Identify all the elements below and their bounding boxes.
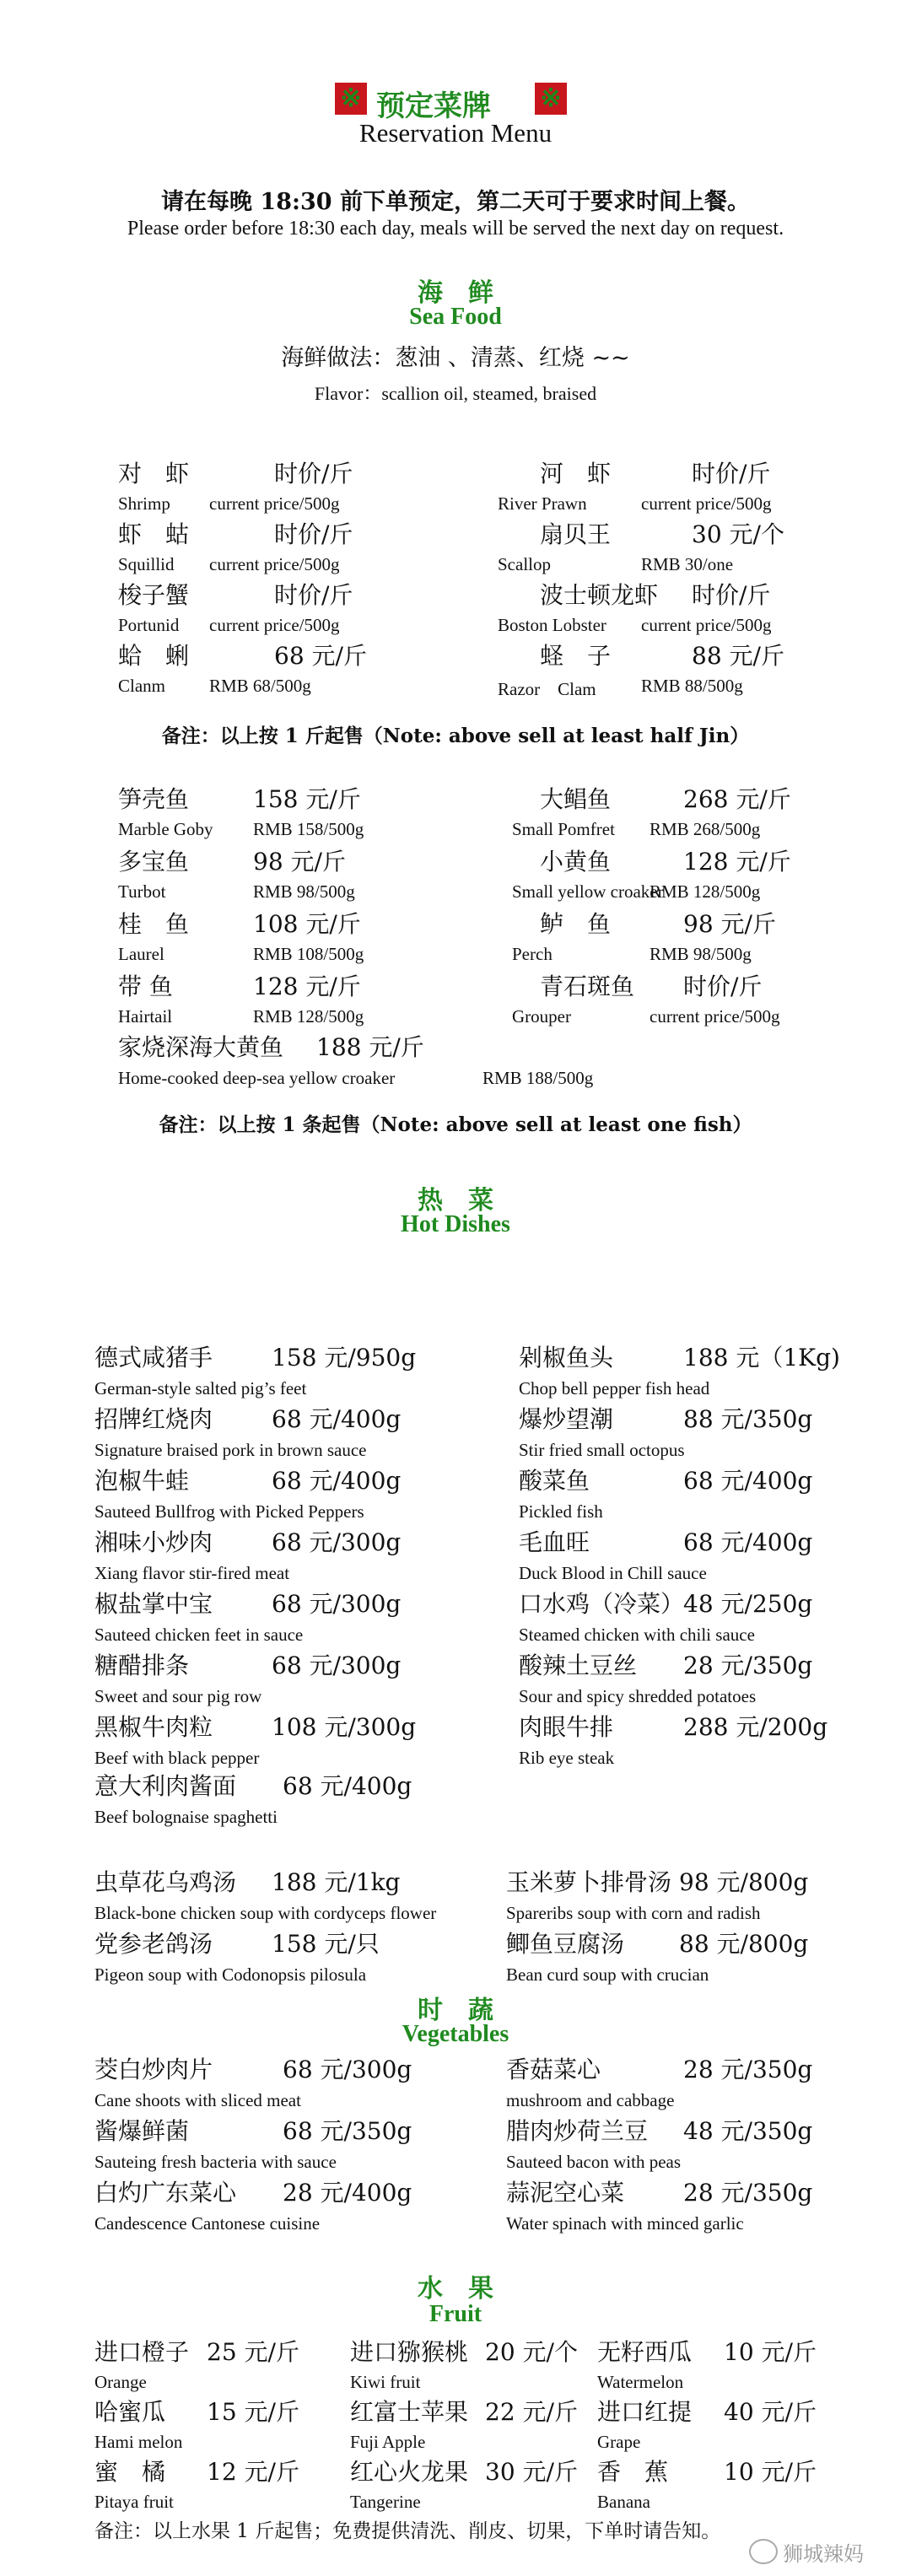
fruit-name-en: Banana <box>597 2492 650 2512</box>
item-name-right: 鲈 鱼 <box>540 910 612 938</box>
dish-price-left: 188 元/1kg <box>272 1868 401 1896</box>
item-name-left: 梭子蟹 <box>118 581 190 609</box>
item-name-left: 虾 蛄 <box>118 520 190 548</box>
section-title-veg-zh: 时 蔬 <box>418 1996 493 2025</box>
item-price-en-left: current price/500g <box>209 493 340 514</box>
section-title-hot-zh: 热 菜 <box>418 1186 493 1215</box>
item-name-en-right: Small Pomfret <box>512 819 615 839</box>
item-price-en-left: current price/500g <box>209 554 340 574</box>
item-price-en-right: RMB 268/500g <box>650 819 761 839</box>
fruit-name-en: Hami melon <box>94 2432 183 2452</box>
dish-name-en-right: Pickled fish <box>519 1501 603 1522</box>
dish-name-left: 糖醋排条 <box>94 1652 190 1679</box>
fruit-price: 10 元/斤 <box>724 2458 817 2486</box>
dish-price-right: 28 元/350g <box>683 2056 813 2083</box>
dish-price-right: 88 元/800g <box>679 1930 809 1958</box>
item-price-en-right: RMB 30/one <box>641 554 734 574</box>
dish-name-left: 党参老鸽汤 <box>94 1930 213 1958</box>
dish-name-left: 德式咸猪手 <box>94 1344 213 1372</box>
fruit-name: 哈蜜瓜 <box>94 2398 166 2426</box>
item-price-en-right: current price/500g <box>641 493 772 514</box>
item-name-left: 笋壳鱼 <box>118 785 190 813</box>
item-price-en-left: RMB 98/500g <box>253 881 355 902</box>
dish-price-right: 48 元/350g <box>683 2117 813 2145</box>
seafood-note: 备注：以上按 1 斤起售（Note: above sell at least half Jin） <box>161 725 750 747</box>
dish-name-right: 毛血旺 <box>519 1528 590 1556</box>
section-title-seafood-zh: 海 鲜 <box>418 278 493 308</box>
item-price-right: 时价/斤 <box>692 460 771 488</box>
fruit-name-en: Grape <box>597 2432 641 2452</box>
item-price-en-left: current price/500g <box>209 615 340 635</box>
dish-name-left: 白灼广东菜心 <box>94 2179 237 2207</box>
dish-price-left: 108 元/300g <box>272 1713 417 1741</box>
dish-price-left: 158 元/950g <box>272 1344 417 1372</box>
item-name-right: 蛏 子 <box>540 642 612 670</box>
item-price-en-right: current price/500g <box>641 615 772 635</box>
dish-price-right: 68 元/400g <box>683 1467 813 1495</box>
spaghetti-price: 68 元/400g <box>283 1772 412 1800</box>
dish-price-left: 68 元/300g <box>272 1528 402 1556</box>
dish-name-en-left: Signature braised pork in brown sauce <box>94 1440 367 1460</box>
section-title-seafood-en: Sea Food <box>409 304 502 330</box>
item-price-en-left: RMB 158/500g <box>253 819 364 839</box>
spaghetti-name: 意大利肉酱面 <box>94 1772 237 1800</box>
dish-name-left: 泡椒牛蛙 <box>94 1467 190 1495</box>
dish-name-left: 椒盐掌中宝 <box>94 1590 213 1618</box>
dish-price-right: 68 元/400g <box>683 1528 813 1556</box>
section-title-fruit-zh: 水 果 <box>418 2274 493 2304</box>
dish-name-en-left: Beef with black pepper <box>94 1748 260 1768</box>
fruit-price: 25 元/斤 <box>207 2338 299 2366</box>
item-price-en-left: RMB 108/500g <box>253 944 364 964</box>
dish-name-right: 香菇菜心 <box>506 2056 601 2083</box>
item-price-right: 时价/斤 <box>683 973 763 1000</box>
item-name-en-right: River Prawn <box>498 493 587 514</box>
fruit-name: 蜜 橘 <box>94 2458 166 2486</box>
dish-name-en-left: Xiang flavor stir-fired meat <box>94 1563 290 1583</box>
item-name-en-left: Marble Goby <box>118 819 213 839</box>
fruit-note: 备注：以上水果 1 斤起售；免费提供清洗、削皮、切果，下单时请告知。 <box>94 2520 721 2542</box>
item-price-left: 108 元/斤 <box>253 910 361 938</box>
item-price-left: 时价/斤 <box>274 520 353 548</box>
item-name-right: 大鲳鱼 <box>540 785 612 813</box>
dish-name-en-right: Spareribs soup with corn and radish <box>506 1903 761 1923</box>
item-name-en-right: Razor Clam <box>498 679 596 699</box>
item-price-left: 68 元/斤 <box>274 642 367 670</box>
dish-name-left: 黑椒牛肉粒 <box>94 1713 213 1741</box>
fruit-price: 15 元/斤 <box>207 2398 299 2426</box>
dish-name-right: 酸辣土豆丝 <box>519 1652 638 1679</box>
fruit-price: 12 元/斤 <box>207 2458 299 2486</box>
dish-name-en-left: Pigeon soup with Codonopsis pilosula <box>94 1964 367 1985</box>
notice-en: Please order before 18:30 each day, meals will be served the next day on request. <box>127 218 784 240</box>
fruit-name-en: Watermelon <box>597 2372 684 2392</box>
fruit-name: 红心火龙果 <box>350 2458 469 2486</box>
dish-name-en-left: Sauteing fresh bacteria with sauce <box>94 2152 337 2172</box>
seafood-method-en: Flavor：scallion oil, steamed, braised <box>314 383 597 404</box>
item-name-right: 扇贝王 <box>540 520 612 548</box>
dish-name-en-right: Stir fried small octopus <box>519 1440 685 1460</box>
dish-price-right: 28 元/350g <box>683 2179 813 2207</box>
item-name-left: 带 鱼 <box>118 973 173 1000</box>
dish-price-left: 28 元/400g <box>283 2179 412 2207</box>
dish-price-left: 68 元/300g <box>272 1652 402 1679</box>
dish-name-left: 湘味小炒肉 <box>94 1528 213 1556</box>
dish-name-right: 酸菜鱼 <box>519 1467 590 1495</box>
item-name-en-left: Clanm <box>118 676 165 696</box>
item-name-left: 桂 鱼 <box>118 910 190 938</box>
item-name-en-left: Squillid <box>118 554 175 574</box>
fruit-name: 无籽西瓜 <box>597 2338 693 2366</box>
fruit-price: 30 元/斤 <box>485 2458 578 2486</box>
logo-icon-left: ※ <box>335 83 367 115</box>
fruit-name: 进口猕猴桃 <box>350 2338 469 2366</box>
item-price-en-left: RMB 68/500g <box>209 676 311 696</box>
item-name-en-right: Small yellow croaker <box>512 881 664 902</box>
dish-name-right: 爆炒望潮 <box>519 1405 614 1433</box>
dish-name-en-right: Bean curd soup with crucian <box>506 1964 709 1985</box>
dish-name-left: 茭白炒肉片 <box>94 2056 213 2083</box>
page-title-en: Reservation Menu <box>358 118 553 148</box>
item-name-en-right: Perch <box>512 944 553 964</box>
item-price-right: 268 元/斤 <box>683 785 791 813</box>
section-title-hot-en: Hot Dishes <box>401 1211 510 1237</box>
dish-price-right: 28 元/350g <box>683 1652 813 1679</box>
item-price-en-right: current price/500g <box>650 1006 780 1027</box>
dish-name-en-right: Chop bell pepper fish head <box>519 1378 710 1398</box>
dish-price-right: 88 元/350g <box>683 1405 813 1433</box>
yellow-croaker-price: 188 元/斤 <box>316 1033 424 1061</box>
item-price-right: 时价/斤 <box>692 581 771 609</box>
item-name-en-right: Boston Lobster <box>498 615 606 635</box>
item-name-en-left: Hairtail <box>118 1006 173 1027</box>
fruit-name: 红富士苹果 <box>350 2398 469 2426</box>
fish-note: 备注：以上按 1 条起售（Note: above sell at least one fish） <box>159 1113 752 1136</box>
item-price-en-right: RMB 98/500g <box>650 944 752 964</box>
item-name-left: 多宝鱼 <box>118 848 190 876</box>
dish-price-right: 98 元/800g <box>679 1868 809 1896</box>
fruit-name: 香 蕉 <box>597 2458 669 2486</box>
fruit-name-en: Kiwi fruit <box>350 2372 421 2392</box>
dish-name-en-right: Sour and spicy shredded potatoes <box>519 1686 757 1706</box>
item-price-right: 128 元/斤 <box>683 848 791 876</box>
dish-name-right: 鲫鱼豆腐汤 <box>506 1930 625 1958</box>
item-name-en-left: Portunid <box>118 615 180 635</box>
dish-price-right: 188 元（1Kg) <box>683 1344 840 1372</box>
item-name-en-right: Grouper <box>512 1006 571 1027</box>
dish-name-en-left: Sweet and sour pig row <box>94 1686 262 1706</box>
dish-name-en-right: Sauteed bacon with peas <box>506 2152 682 2172</box>
fruit-name-en: Fuji Apple <box>350 2432 426 2452</box>
watermark-text: 狮城辣妈 <box>783 2542 864 2566</box>
dish-name-left: 虫草花乌鸡汤 <box>94 1868 237 1896</box>
dish-name-right: 玉米萝卜排骨汤 <box>506 1868 672 1896</box>
dish-price-left: 68 元/400g <box>272 1467 402 1495</box>
item-name-en-right: Scallop <box>498 554 551 574</box>
dish-price-left: 68 元/350g <box>283 2117 412 2145</box>
dish-name-en-left: German-style salted pig’s feet <box>94 1378 307 1398</box>
item-price-right: 30 元/个 <box>692 520 784 548</box>
fruit-price: 22 元/斤 <box>485 2398 578 2426</box>
section-title-veg-en: Vegetables <box>402 2021 509 2047</box>
dish-name-en-left: Black-bone chicken soup with cordyceps flower <box>94 1903 437 1923</box>
fruit-name-en: Orange <box>94 2372 147 2392</box>
logo-icon-right: ※ <box>535 83 567 115</box>
item-price-right: 98 元/斤 <box>683 910 776 938</box>
dish-name-en-left: Candescence Cantonese cuisine <box>94 2213 321 2234</box>
spaghetti-en: Beef bolognaise spaghetti <box>94 1807 278 1827</box>
dish-price-right: 288 元/200g <box>683 1713 828 1741</box>
item-name-right: 波士顿龙虾 <box>540 581 659 609</box>
section-title-fruit-en: Fruit <box>429 2301 482 2327</box>
item-price-en-left: RMB 128/500g <box>253 1006 364 1027</box>
dish-price-right: 48 元/250g <box>683 1590 813 1618</box>
dish-name-en-right: mushroom and cabbage <box>506 2090 675 2110</box>
fruit-price: 40 元/斤 <box>724 2398 817 2426</box>
item-price-left: 158 元/斤 <box>253 785 361 813</box>
dish-name-left: 招牌红烧肉 <box>94 1405 213 1433</box>
dish-name-en-left: Sauteed chicken feet in sauce <box>94 1625 304 1645</box>
dish-price-left: 68 元/400g <box>272 1405 402 1433</box>
yellow-croaker-price-en: RMB 188/500g <box>482 1068 594 1088</box>
dish-price-left: 68 元/300g <box>272 1590 402 1618</box>
fruit-name-en: Pitaya fruit <box>94 2492 174 2512</box>
dish-name-left: 酱爆鲜菌 <box>94 2117 190 2145</box>
item-price-en-right: RMB 88/500g <box>641 676 743 696</box>
dish-price-left: 68 元/300g <box>283 2056 412 2083</box>
dish-name-en-right: Duck Blood in Chill sauce <box>519 1563 707 1583</box>
dish-name-en-left: Sauteed Bullfrog with Picked Peppers <box>94 1501 364 1522</box>
page-title-zh: 预定菜牌 <box>376 89 491 123</box>
dish-name-right: 腊肉炒荷兰豆 <box>506 2117 649 2145</box>
dish-name-en-right: Rib eye steak <box>519 1748 615 1768</box>
item-name-en-left: Turbot <box>118 881 166 902</box>
item-price-en-right: RMB 128/500g <box>650 881 761 902</box>
fruit-name-en: Tangerine <box>350 2492 421 2512</box>
item-name-right: 青石斑鱼 <box>540 973 635 1000</box>
item-name-en-left: Shrimp <box>118 493 170 514</box>
item-name-right: 小黄鱼 <box>540 848 612 876</box>
fruit-name: 进口红提 <box>597 2398 693 2426</box>
item-name-left: 蛤 蜊 <box>118 642 190 670</box>
dish-name-en-right: Steamed chicken with chili sauce <box>519 1625 755 1645</box>
notice-zh: 请在每晚 18:30 前下单预定，第二天可于要求时间上餐。 <box>161 189 750 215</box>
dish-name-en-right: Water spinach with minced garlic <box>506 2213 744 2234</box>
fruit-price: 10 元/斤 <box>724 2338 817 2366</box>
item-name-right: 河 虾 <box>540 460 612 488</box>
yellow-croaker-en: Home-cooked deep-sea yellow croaker <box>118 1068 396 1088</box>
wechat-icon <box>749 2539 778 2564</box>
dish-price-left: 158 元/只 <box>272 1930 380 1958</box>
item-price-left: 时价/斤 <box>274 460 353 488</box>
item-price-left: 时价/斤 <box>274 581 353 609</box>
dish-name-right: 肉眼牛排 <box>519 1713 614 1741</box>
item-price-left: 128 元/斤 <box>253 973 361 1000</box>
item-price-left: 98 元/斤 <box>253 848 346 876</box>
dish-name-right: 口水鸡（冷菜） <box>519 1590 685 1618</box>
seafood-method-zh: 海鲜做法：葱油 、清蒸、红烧 ~~ <box>281 345 630 371</box>
dish-name-right: 剁椒鱼头 <box>519 1344 614 1372</box>
dish-name-right: 蒜泥空心菜 <box>506 2179 625 2207</box>
yellow-croaker-name: 家烧深海大黄鱼 <box>118 1033 284 1061</box>
dish-name-en-left: Cane shoots with sliced meat <box>94 2090 301 2110</box>
fruit-price: 20 元/个 <box>485 2338 578 2366</box>
item-name-en-left: Laurel <box>118 944 164 964</box>
item-price-right: 88 元/斤 <box>692 642 784 670</box>
item-name-left: 对 虾 <box>118 460 190 488</box>
fruit-name: 进口橙子 <box>94 2338 190 2366</box>
